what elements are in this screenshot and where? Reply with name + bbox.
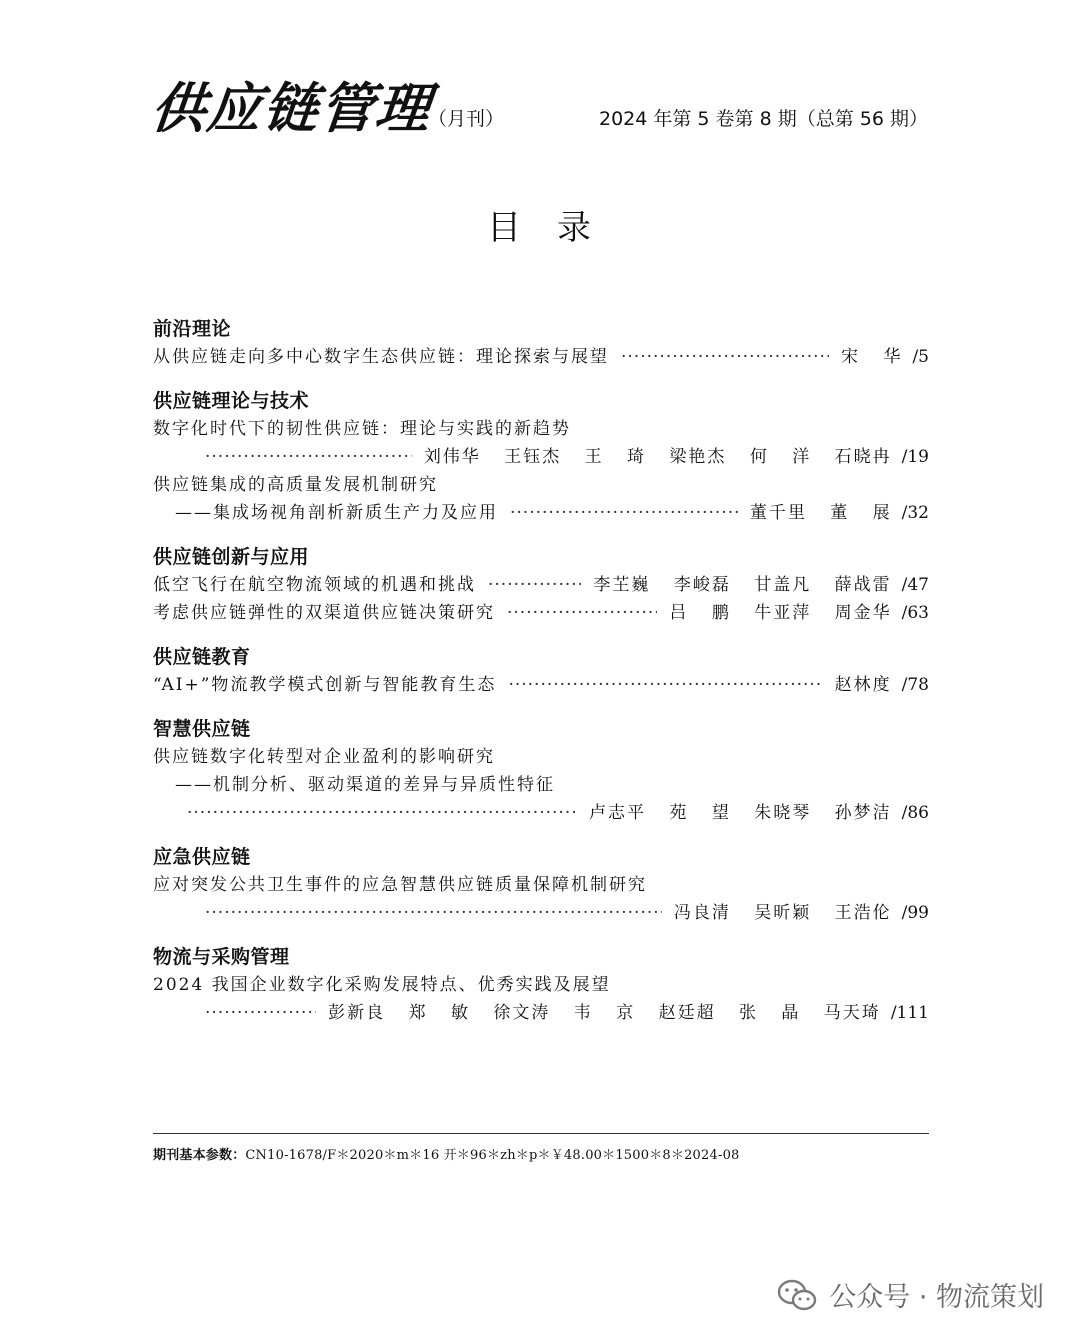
article-title: 数字化时代下的韧性供应链：理论与实践的新趋势 — [153, 419, 571, 439]
toc-entry[interactable] — [153, 343, 929, 371]
article-authors: 冯良清 吴昕颖 王浩伦 — [673, 903, 892, 923]
section-title: 应急供应链 — [153, 846, 251, 868]
article-subtitle: ——集成场视角剖析新质生产力及应用 — [175, 503, 498, 523]
toc-section — [153, 943, 929, 1027]
toc-entry[interactable] — [153, 471, 929, 499]
leader-dots — [187, 799, 577, 827]
page-number: /86 — [901, 803, 929, 823]
article-subtitle: ——机制分析、驱动渠道的差异与异质性特征 — [175, 775, 555, 795]
article-authors: 卢志平 苑 望 朱晓琴 孙梦洁 — [589, 803, 892, 823]
leader-dots — [508, 671, 822, 699]
section-title: 前沿理论 — [153, 318, 232, 340]
watermark — [777, 1275, 1044, 1314]
article-authors: 宋 华 — [841, 347, 903, 367]
toc-entry-subtitle — [153, 771, 929, 799]
article-title: 2024 我国企业数字化采购发展特点、优秀实践及展望 — [153, 975, 611, 995]
page-number: /5 — [912, 347, 929, 367]
page-number: /99 — [901, 903, 929, 923]
toc-entry-byline — [153, 999, 929, 1027]
article-title: 低空飞行在航空物流领域的机遇和挑战 — [153, 575, 476, 595]
journal-parameters — [153, 1144, 740, 1163]
leader-dots — [507, 599, 657, 627]
toc-section — [153, 843, 929, 927]
leader-dots — [205, 443, 412, 471]
article-title: 供应链集成的高质量发展机制研究 — [153, 475, 438, 495]
params-label: 期刊基本参数： — [153, 1148, 246, 1163]
leader-dots — [488, 571, 581, 599]
toc-section — [153, 643, 929, 699]
wechat-icon — [777, 1278, 817, 1312]
frequency-label: （月刊） — [428, 108, 505, 130]
toc-section — [153, 715, 929, 827]
page-number: /32 — [901, 503, 929, 523]
watermark-text: 公众号 · 物流策划 — [829, 1282, 1044, 1313]
leader-dots — [205, 899, 662, 927]
toc-entry[interactable] — [153, 971, 929, 999]
page-number: /111 — [890, 1003, 929, 1023]
toc-section — [153, 387, 929, 527]
journal-logo: 供应链管理 — [148, 76, 435, 140]
toc-section — [153, 315, 929, 371]
article-authors: 吕 鹏 牛亚萍 周金华 — [669, 603, 892, 623]
toc-entry[interactable] — [153, 571, 929, 599]
section-title: 供应链创新与应用 — [153, 546, 310, 568]
article-title: “AI+”物流教学模式创新与智能教育生态 — [153, 675, 497, 695]
toc-entry[interactable] — [153, 671, 929, 699]
section-title: 智慧供应链 — [153, 718, 251, 740]
toc-entry[interactable] — [153, 415, 929, 443]
article-authors: 李芏巍 李峻磊 甘盖凡 薛战雷 — [593, 575, 892, 595]
article-title: 从供应链走向多中心数字生态供应链：理论探索与展望 — [153, 347, 609, 367]
toc-entry[interactable] — [153, 871, 929, 899]
page-number: /78 — [901, 675, 929, 695]
params-value: CN10-1678/F＊2020＊m＊16 开＊96＊zh＊p＊￥48.00＊1500＊8＊2024-08 — [245, 1148, 740, 1163]
page-number: /63 — [901, 603, 929, 623]
page-number: /47 — [901, 575, 929, 595]
article-authors: 彭新良 郑 敏 徐文涛 韦 京 赵廷超 张 晶 马天琦 — [328, 1003, 881, 1023]
toc-entry[interactable] — [153, 743, 929, 771]
article-authors: 刘伟华 王钰杰 王 琦 梁艳杰 何 洋 石晓冉 — [423, 447, 892, 467]
article-authors: 董千里 董 展 — [749, 503, 892, 523]
table-of-contents — [153, 315, 929, 1043]
toc-entry-byline — [153, 443, 929, 471]
leader-dots — [510, 499, 738, 527]
section-title: 物流与采购管理 — [153, 946, 290, 968]
section-title: 供应链教育 — [153, 646, 251, 668]
toc-section — [153, 543, 929, 627]
section-title: 供应链理论与技术 — [153, 390, 310, 412]
issue-info: 2024 年第 5 卷第 8 期（总第 56 期） — [599, 108, 928, 130]
footer-divider — [153, 1133, 929, 1134]
masthead — [148, 66, 928, 140]
toc-entry-byline — [153, 899, 929, 927]
leader-dots — [621, 343, 829, 371]
page-number: /19 — [901, 447, 929, 467]
leader-dots — [205, 999, 316, 1027]
toc-entry-byline — [153, 799, 929, 827]
article-authors: 赵林度 — [834, 675, 892, 695]
toc-entry[interactable] — [153, 599, 929, 627]
article-title: 供应链数字化转型对企业盈利的影响研究 — [153, 747, 495, 767]
toc-entry-byline — [153, 499, 929, 527]
article-title: 应对突发公共卫生事件的应急智慧供应链质量保障机制研究 — [153, 875, 647, 895]
toc-heading: 目录 — [487, 208, 627, 248]
article-title: 考虑供应链弹性的双渠道供应链决策研究 — [153, 603, 495, 623]
